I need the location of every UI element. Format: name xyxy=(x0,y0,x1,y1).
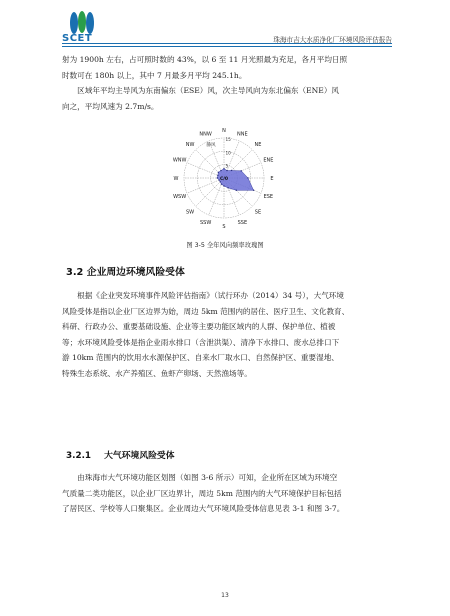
text-line: 时数可在 180h 以上，其中 7 月最多月平均 245.1h。 xyxy=(62,70,247,80)
text-line: 射为 1900h 左右，占可照时数的 43%，以 6 至 11 月光照最为充足，各月平均日照 xyxy=(62,55,348,64)
direction-label: WSW xyxy=(173,194,187,201)
wind-frequency-point xyxy=(218,172,219,173)
receptor-definition-paragraph xyxy=(62,288,392,382)
text-line: 区域年平均主导风为东南偏东（ESE）风，次主导风向为东北偏东（ENE）风 xyxy=(62,86,340,96)
text-line: 风险受体是指以企业厂区边界为始，周边 5km 范围内的居住、医疗卫生、文化教育、 xyxy=(62,306,350,316)
text-line: 游 10km 范围内的饮用水水源保护区、自来水厂取水口、自然保护区、重要湿地、 xyxy=(62,353,339,363)
text-line: 由珠海市大气环境功能区划图（如图 3-6 所示）可知，企业所在区域为环境空 xyxy=(62,473,338,482)
wind-frequency-point xyxy=(226,170,227,171)
text-line: 科研、行政办公、重要基础设施、企业等主要功能区域内的人群、保护单位、植被 xyxy=(62,322,336,332)
radial-tick-label: 5 xyxy=(225,163,229,169)
wind-frequency-point xyxy=(223,168,224,169)
report-header-title: 珠海市吉大水质净化厂环境风险评估报告 xyxy=(273,36,392,44)
direction-label: ESE xyxy=(263,194,274,201)
wind-frequency-point xyxy=(227,187,228,188)
subsection-title: 大气环境风险受体 xyxy=(104,451,175,461)
text-line: 等；水环境风险受体是指企业雨水排口（含泄洪渠）、清净下水排口、废水总排口下 xyxy=(62,337,340,347)
direction-label: SE xyxy=(254,209,262,216)
wind-frequency-point xyxy=(241,170,242,171)
wind-frequency-point xyxy=(223,185,224,186)
atmospheric-receptor-paragraph xyxy=(62,470,392,517)
direction-label: SW xyxy=(185,209,195,216)
direction-label: S xyxy=(222,223,226,230)
text-line: 了居民区、学校等人口聚集区。企业周边大气环境风险受体信息见表 3-1 和图 3-7。 xyxy=(62,504,345,514)
text-line: 根据《企业突发环境事件风险评估指南》（试行环办（2014）34 号），大气环境 xyxy=(62,291,344,300)
subsection-heading xyxy=(66,448,175,461)
direction-label: WNW xyxy=(172,157,187,164)
wind-frequency-point xyxy=(236,190,237,191)
direction-label: NE xyxy=(254,141,262,148)
calm-label: 静风 xyxy=(206,143,216,148)
climate-paragraph xyxy=(62,52,392,114)
text-line: 向之，平均风速为 2.7m/s。 xyxy=(62,101,159,111)
text-line: 气质量二类功能区，以企业厂区边界计，周边 5km 范围内的大气环境保护目标包括 xyxy=(62,488,342,498)
direction-label: W xyxy=(173,175,179,182)
subsection-number: 3.2.1 xyxy=(66,451,92,461)
wind-frequency-point xyxy=(217,175,218,176)
direction-label: NNW xyxy=(199,131,212,138)
direction-label: ENE xyxy=(263,157,274,164)
page-number: 13 xyxy=(221,592,229,599)
wind-frequency-point xyxy=(231,170,232,171)
wind-rose-chart xyxy=(168,118,280,236)
section-heading: 3.2 企业周边环境风险受体 xyxy=(66,267,185,278)
figure-caption: 图 3-5 全年风向频率玫瑰图 xyxy=(186,242,264,249)
text-line: 特殊生态系统、水产养殖区、鱼虾产卵场、天然渔场等。 xyxy=(62,368,252,378)
wind-frequency-point xyxy=(221,183,222,184)
direction-label: E xyxy=(270,175,274,182)
direction-label: N xyxy=(222,127,226,134)
wind-frequency-point xyxy=(217,177,218,178)
wind-frequency-point xyxy=(220,170,221,171)
direction-label: SSE xyxy=(237,220,248,227)
header-divider xyxy=(62,43,392,44)
direction-label: SSW xyxy=(199,220,212,227)
radial-tick-label: 15 xyxy=(225,137,231,142)
wind-frequency-point xyxy=(247,177,248,178)
wind-frequency-point xyxy=(253,190,254,191)
direction-label: NW xyxy=(185,141,195,148)
header-divider-thin xyxy=(62,46,392,47)
logo-text: SCET xyxy=(62,33,93,44)
direction-label: NNE xyxy=(237,131,248,138)
radial-tick-label: 10 xyxy=(225,150,231,156)
center-label: C/0 xyxy=(219,177,229,182)
